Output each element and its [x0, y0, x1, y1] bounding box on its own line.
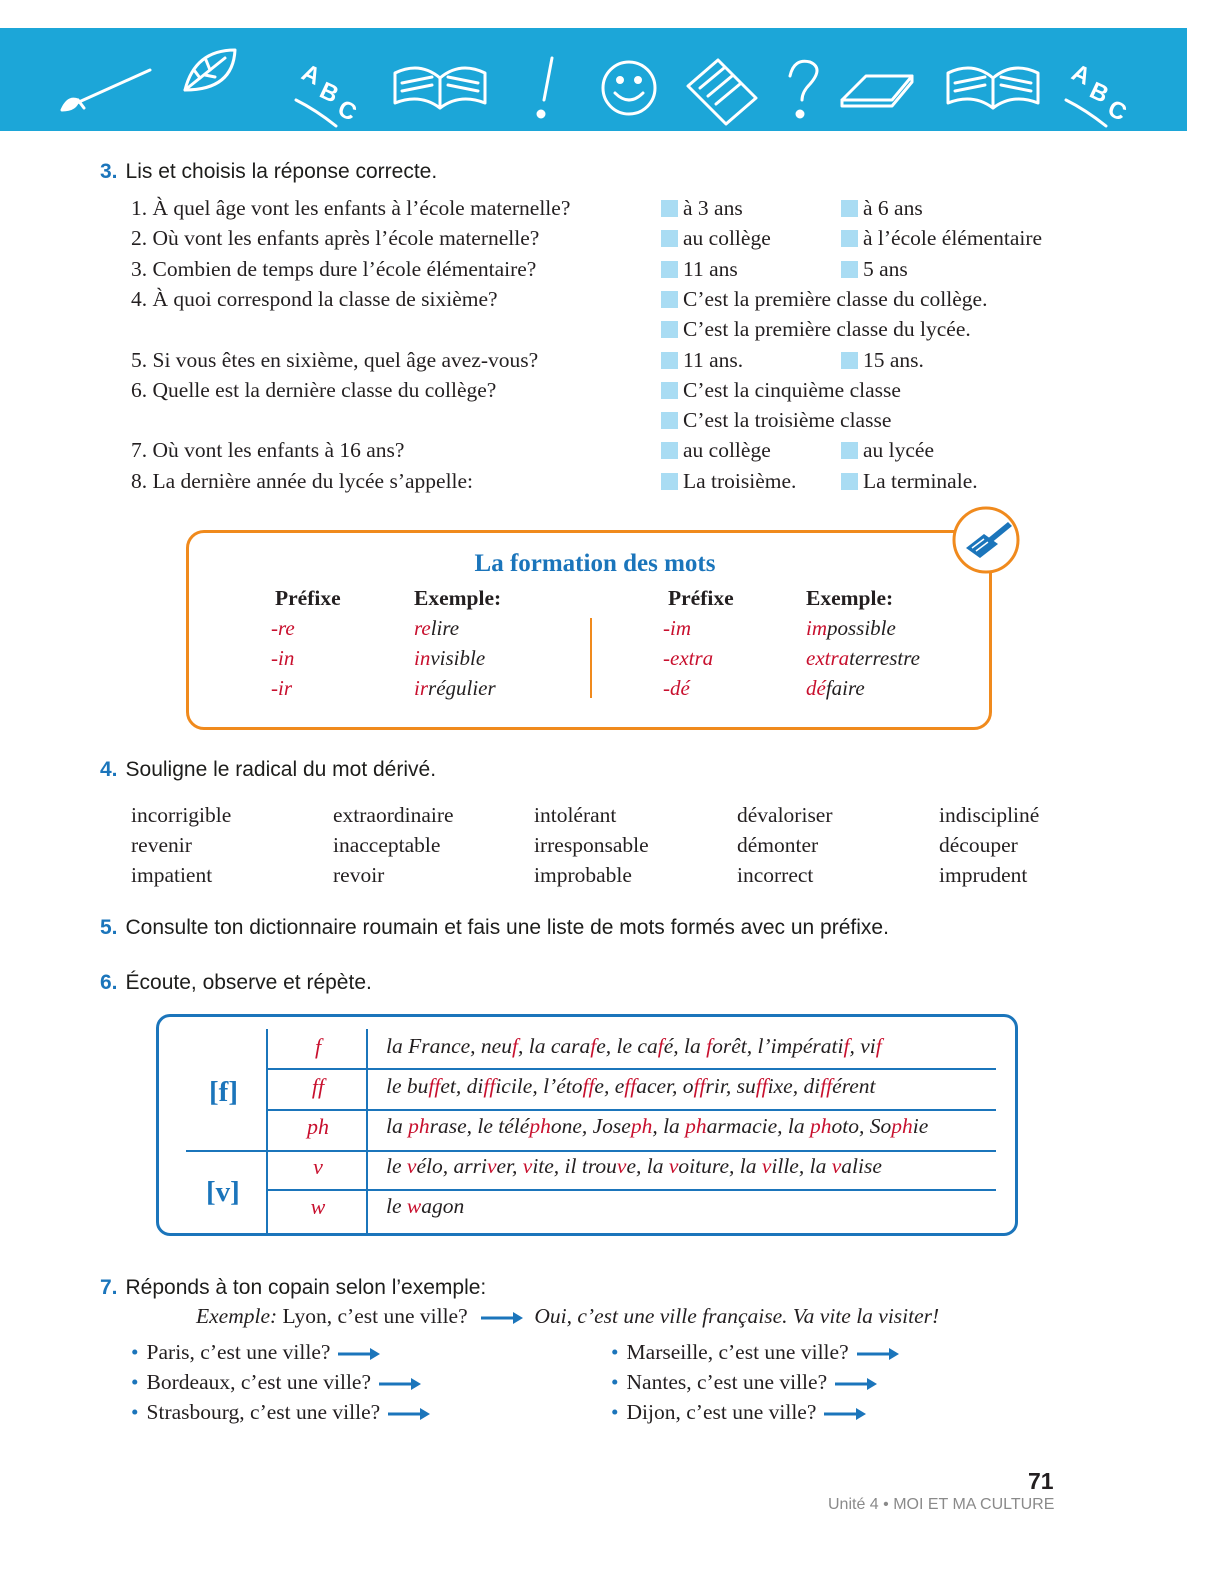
city-question-text: Strasbourg, c’est une ville?: [146, 1400, 381, 1424]
spelling-letter: f: [314, 1034, 322, 1059]
prefix-header-right: Préfixe: [668, 586, 734, 610]
city-question-text: Marseille, c’est une ville?: [626, 1340, 849, 1364]
checkbox-icon[interactable]: [841, 230, 858, 247]
word-segment: ph: [529, 1114, 551, 1138]
derived-word: indiscipliné: [939, 803, 1040, 827]
word-segment: ph: [408, 1114, 430, 1138]
svg-text:B: B: [1085, 76, 1113, 109]
city-question: [611, 1370, 879, 1395]
word-segment: w: [406, 1194, 422, 1218]
example-root: visible: [430, 646, 486, 670]
arrow-right-icon: [386, 1407, 432, 1421]
word-segment: é, la: [663, 1034, 707, 1058]
exercise-instruction: Écoute, observe et répète.: [125, 971, 372, 994]
answer-option: [841, 257, 908, 281]
example-word: [806, 616, 896, 641]
arrow-right-icon: [833, 1377, 879, 1391]
page-number: 71: [1028, 1468, 1054, 1494]
leaf-icon: [185, 50, 235, 90]
table-divider: [266, 1109, 996, 1111]
svg-text:A: A: [1067, 58, 1095, 91]
svg-text:C: C: [333, 94, 361, 127]
answer-text: au lycée: [863, 438, 935, 463]
example-prefix: ir: [414, 676, 429, 700]
word-segment: élo, arri: [416, 1154, 487, 1178]
answer-option: [841, 469, 978, 493]
word-segment: ff: [483, 1074, 496, 1098]
derived-word: incorrect: [737, 863, 814, 887]
word-segment: f: [843, 1034, 850, 1058]
word-segment: f: [875, 1034, 882, 1058]
answer-option: [661, 287, 987, 311]
word-segment: le: [386, 1194, 407, 1218]
svg-text:B: B: [315, 76, 343, 109]
answer-option: [661, 348, 743, 372]
sound-f-label: [f]: [209, 1076, 238, 1108]
word-segment: , la cara: [517, 1034, 591, 1058]
word-segment: agon: [421, 1194, 465, 1218]
column-divider: [590, 618, 592, 698]
question-text: 4. À quoi correspond la classe de sixième?: [131, 286, 498, 311]
city-question: [131, 1400, 432, 1425]
exercise-number: 5.: [100, 916, 118, 939]
derived-word: impatient: [131, 863, 213, 887]
question-text: 2. Où vont les enfants après l’école maternelle?: [131, 226, 540, 251]
word-segment: ff: [428, 1074, 441, 1098]
exercise-number: 6.: [100, 971, 118, 994]
smiley-icon: [603, 62, 655, 114]
example-prefix: in: [414, 646, 431, 670]
answer-text: La terminale.: [863, 468, 978, 493]
answer-text: 11 ans: [683, 256, 738, 281]
word-segment: rir, su: [705, 1074, 756, 1098]
arrow-right-icon: [822, 1407, 868, 1421]
table-divider: [266, 1189, 996, 1191]
derived-word: extraordinaire: [333, 803, 454, 827]
word-segment: e, le ca: [596, 1034, 658, 1058]
answer-text: au collège: [683, 226, 771, 251]
example-root: faire: [825, 676, 865, 700]
example-prefix: dé: [806, 676, 826, 700]
prefix: -dé: [663, 676, 690, 700]
question-icon: [790, 61, 817, 117]
checkbox-icon[interactable]: [661, 352, 678, 369]
open-book-icon: [395, 68, 485, 108]
spelling-letter: ph: [307, 1114, 329, 1139]
example-header-left: Exemple:: [414, 586, 502, 610]
answer-option: [661, 257, 738, 281]
exercise-instruction: Lis et choisis la réponse correcte.: [125, 160, 438, 183]
word-segment: ff: [693, 1074, 706, 1098]
word-segment: ie: [912, 1114, 929, 1138]
exercise-4-title: [100, 758, 436, 782]
answer-text: C’est la troisième classe: [683, 408, 892, 433]
example-label: Exemple:: [196, 1304, 278, 1328]
word-segment: ph: [630, 1114, 653, 1138]
abc-icon: [1066, 59, 1131, 127]
exercise-number: 7.: [100, 1276, 118, 1299]
prefix: -ir: [271, 676, 292, 700]
abc-icon: [296, 59, 361, 127]
word-segment: ixe, di: [767, 1074, 821, 1098]
city-question: [611, 1400, 868, 1425]
word-segment: alise: [841, 1154, 882, 1178]
bullet-icon: •: [131, 1400, 139, 1424]
open-book-icon: [948, 68, 1038, 108]
table-divider: [186, 1150, 996, 1152]
arrow-right-icon: [479, 1311, 525, 1325]
word-segment: er,: [496, 1154, 523, 1178]
city-question: [611, 1340, 901, 1365]
word-segment: e, la: [626, 1154, 669, 1178]
answer-option: [661, 226, 771, 250]
derived-word: inacceptable: [333, 833, 441, 857]
bullet-icon: •: [611, 1400, 619, 1424]
table-divider: [266, 1029, 268, 1234]
question-text: 6. Quelle est la dernière classe du collège?: [131, 377, 497, 402]
word-segment: e, e: [594, 1074, 625, 1098]
city-question: [131, 1370, 423, 1395]
derived-word: revoir: [333, 863, 385, 887]
answer-option: [661, 408, 891, 432]
answer-text: 15 ans.: [863, 347, 924, 372]
city-question: [131, 1340, 382, 1365]
word-segment: ff: [624, 1074, 637, 1098]
word-segment: f: [706, 1034, 713, 1058]
answer-text: à 6 ans: [863, 196, 923, 220]
checkbox-icon[interactable]: [661, 473, 678, 490]
checkbox-icon[interactable]: [841, 352, 858, 369]
prefix: -in: [271, 646, 295, 670]
answer-option: [661, 438, 771, 462]
word-segment: la France, neu: [386, 1034, 512, 1058]
eraser-icon: [842, 76, 912, 106]
question-text: 1. À quel âge vont les enfants à l’école maternelle?: [131, 196, 571, 220]
example-words: [386, 1114, 928, 1139]
answer-option: [841, 196, 923, 220]
derived-word: imprudent: [939, 863, 1028, 887]
question-text: 5. Si vous êtes en sixième, quel âge avez-vous?: [131, 347, 539, 372]
word-segment: oto, So: [831, 1114, 892, 1138]
example-root: possible: [827, 616, 896, 640]
word-segment: one, Jose: [550, 1114, 631, 1138]
exercise-number: 4.: [100, 758, 118, 781]
arrow-right-icon: [377, 1377, 423, 1391]
word-segment: ff: [820, 1074, 833, 1098]
word-segment: ille, la: [771, 1154, 832, 1178]
word-segment: la: [386, 1114, 409, 1138]
answer-option: [661, 196, 743, 220]
table-divider: [366, 1029, 368, 1234]
arrow-right-icon: [855, 1347, 901, 1361]
arrow-right-icon: [336, 1347, 382, 1361]
city-question-text: Bordeaux, c’est une ville?: [146, 1370, 372, 1394]
prefix: -im: [663, 616, 691, 640]
word-segment: acer, o: [636, 1074, 694, 1098]
word-segment: v: [616, 1154, 627, 1178]
derived-word: improbable: [534, 863, 632, 887]
example-root: régulier: [428, 676, 496, 700]
spelling-letter: ff: [311, 1074, 325, 1099]
spelling-letter: v: [313, 1154, 323, 1179]
example-word: [806, 676, 865, 701]
checkbox-icon[interactable]: [841, 200, 858, 217]
exercise-number: 3.: [100, 160, 118, 183]
answer-text: C’est la première classe du collège.: [683, 286, 988, 311]
exercise-3-title: [100, 160, 437, 184]
svg-text:A: A: [297, 58, 325, 91]
word-segment: le: [386, 1154, 407, 1178]
word-segment: ph: [809, 1114, 832, 1138]
prefix: -extra: [663, 646, 714, 670]
word-segment: ff: [755, 1074, 768, 1098]
prefix-header-left: Préfixe: [275, 586, 341, 610]
example-line: [196, 1304, 939, 1329]
city-question-text: Nantes, c’est une ville?: [626, 1370, 828, 1394]
table-divider: [266, 1068, 996, 1070]
example-word: [806, 646, 920, 671]
word-segment: f: [511, 1034, 518, 1058]
header-banner: [0, 28, 1187, 131]
exercise-6-title: [100, 971, 372, 995]
word-segment: ff: [582, 1074, 595, 1098]
checkbox-icon[interactable]: [661, 382, 678, 399]
answer-text: La troisième.: [683, 468, 797, 493]
checkbox-icon[interactable]: [661, 412, 678, 429]
answer-text: à 3 ans: [683, 196, 743, 220]
unit-label: Unité 4 • MOI ET MA CULTURE: [828, 1496, 1055, 1513]
word-segment: v: [406, 1154, 417, 1178]
example-word: [414, 616, 459, 641]
derived-word: démonter: [737, 833, 819, 857]
svg-text:C: C: [1103, 94, 1131, 127]
checkbox-icon[interactable]: [661, 230, 678, 247]
example-prefix: im: [806, 616, 827, 640]
word-segment: v: [761, 1154, 772, 1178]
word-segment: armacie, la: [706, 1114, 810, 1138]
example-words: [386, 1074, 876, 1099]
bullet-icon: •: [611, 1370, 619, 1394]
example-answer: Oui, c’est une ville française. Va vite la visiter!: [534, 1304, 940, 1328]
city-question-text: Paris, c’est une ville?: [146, 1340, 331, 1364]
checkbox-icon[interactable]: [661, 261, 678, 278]
question-text: 7. Où vont les enfants à 16 ans?: [131, 438, 405, 463]
exercise-7-title: [100, 1276, 486, 1300]
checkbox-icon[interactable]: [841, 261, 858, 278]
checkbox-icon[interactable]: [841, 442, 858, 459]
word-segment: v: [486, 1154, 497, 1178]
exercise-5-title: [100, 916, 889, 940]
answer-text: 5 ans: [863, 256, 908, 281]
prefix: -re: [271, 616, 295, 640]
checkbox-icon[interactable]: [661, 321, 678, 338]
example-words: [386, 1154, 882, 1179]
word-segment: v: [831, 1154, 842, 1178]
checkbox-icon[interactable]: [661, 200, 678, 217]
exercise-instruction: Consulte ton dictionnaire roumain et fais une liste de mots formés avec un préfixe.: [125, 916, 889, 939]
exercise-instruction: Réponds à ton copain selon l’exemple:: [125, 1276, 487, 1299]
answer-option: [661, 378, 901, 402]
bullet-icon: •: [131, 1370, 139, 1394]
word-segment: f: [657, 1034, 664, 1058]
word-segment: , la: [652, 1114, 686, 1138]
checkbox-icon[interactable]: [661, 291, 678, 308]
word-segment: , vi: [849, 1034, 876, 1058]
example-root: terrestre: [849, 646, 920, 670]
derived-word: dévaloriser: [737, 803, 833, 827]
answer-text: C’est la cinquième classe: [683, 377, 901, 402]
derived-word: intolérant: [534, 803, 617, 827]
example-prefix: re: [414, 616, 431, 640]
answer-text: 11 ans.: [683, 347, 744, 372]
checkbox-icon[interactable]: [841, 473, 858, 490]
example-word: [414, 646, 485, 671]
word-segment: icile, l’éto: [495, 1074, 583, 1098]
word-segment: et, di: [440, 1074, 484, 1098]
checkbox-icon[interactable]: [661, 442, 678, 459]
example-word: [414, 676, 496, 701]
answer-option: [841, 438, 934, 462]
example-root: lire: [430, 616, 460, 640]
word-segment: ph: [685, 1114, 707, 1138]
answer-text: au collège: [683, 438, 771, 463]
spelling-letter: w: [310, 1194, 326, 1219]
word-segment: v: [522, 1154, 533, 1178]
answer-option: [661, 469, 796, 493]
word-segment: le bu: [386, 1074, 429, 1098]
question-text: 3. Combien de temps dure l’école élémentaire?: [131, 256, 537, 281]
example-header-right: Exemple:: [806, 586, 894, 610]
answer-option: [841, 226, 1042, 250]
answer-option: [841, 348, 924, 372]
example-words: [386, 1194, 464, 1219]
example-prefix: extra: [806, 646, 850, 670]
paintbrush-icon: [62, 70, 150, 110]
word-segment: ph: [891, 1114, 913, 1138]
derived-word: incorrigible: [131, 803, 232, 827]
answer-text: à l’école élémentaire: [863, 226, 1043, 251]
word-segment: érent: [832, 1074, 876, 1098]
word-segment: v: [668, 1154, 679, 1178]
answer-text: C’est la première classe du lycée.: [683, 317, 971, 342]
exercise-instruction: Souligne le radical du mot dérivé.: [125, 758, 437, 781]
bullet-icon: •: [131, 1340, 139, 1364]
derived-word: irresponsable: [534, 833, 649, 857]
example-words: [386, 1034, 882, 1059]
bullet-icon: •: [611, 1340, 619, 1364]
word-segment: rase, le télé: [429, 1114, 530, 1138]
word-segment: f: [590, 1034, 597, 1058]
exclamation-icon: [538, 58, 552, 117]
derived-word: découper: [939, 833, 1018, 857]
word-segment: oiture, la: [678, 1154, 762, 1178]
answer-option: [661, 317, 971, 341]
sound-v-label: [v]: [206, 1176, 240, 1208]
question-text: 8. La dernière année du lycée s’appelle:: [131, 468, 474, 493]
notebook-icon: [688, 60, 756, 124]
word-formation-title: La formation des mots: [474, 550, 716, 577]
example-question: Lyon, c’est une ville?: [282, 1304, 468, 1328]
city-question-text: Dijon, c’est une ville?: [626, 1400, 817, 1424]
word-segment: ite, il trou: [532, 1154, 617, 1178]
derived-word: revenir: [131, 833, 192, 857]
word-segment: orêt, l’impérati: [712, 1034, 844, 1058]
